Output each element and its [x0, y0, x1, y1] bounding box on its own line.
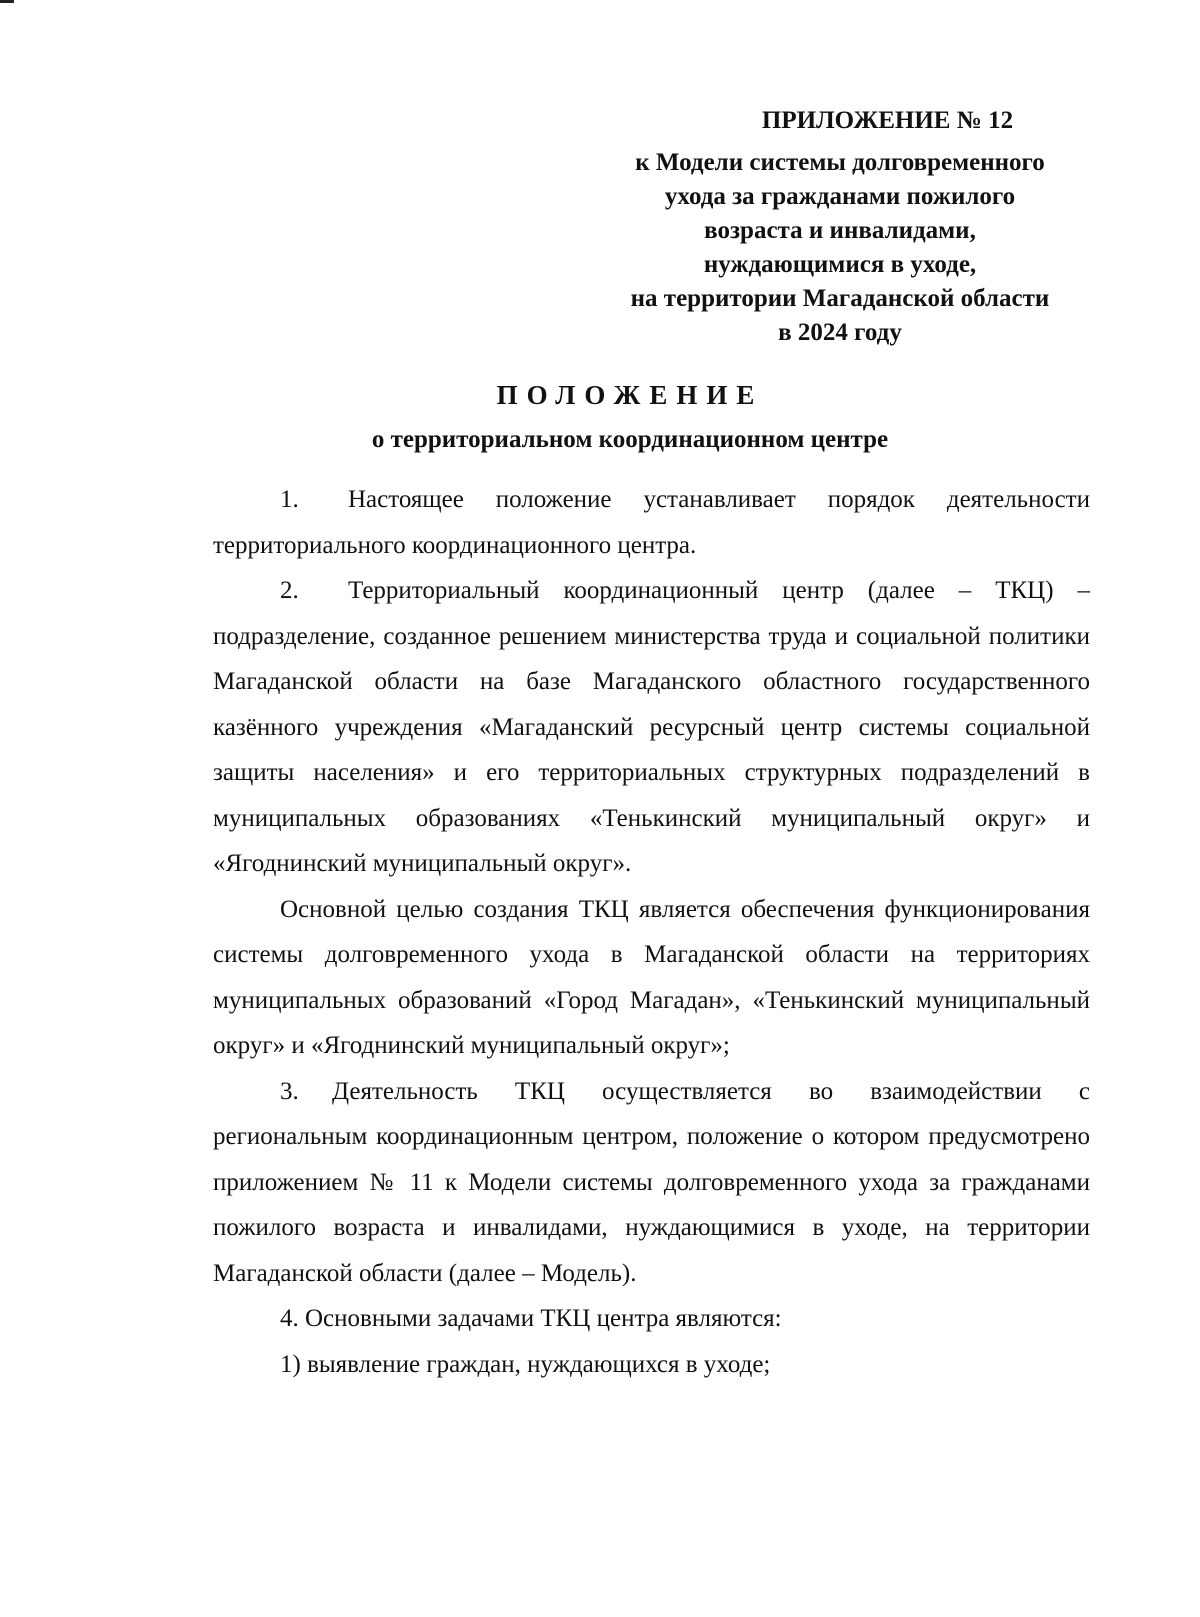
paragraph-3	[213, 1069, 1090, 1297]
paragraph-text: Деятельность ТКЦ осуществляется во взаимодействии с региональным координационным центром, положение о котором предусмотрено приложением № 11 к Модели системы долговременного ухода за гражданами пожилого возраста и инвалидами, нуждающимися в уходе, на территории Магаданской области (далее – Модель).	[213, 1077, 1090, 1287]
paragraph-2	[213, 568, 1090, 887]
document-title: ПОЛОЖЕНИЕ	[496, 380, 764, 410]
appendix-line: нуждающимися в уходе,	[703, 251, 977, 278]
appendix-title: ПРИЛОЖЕНИЕ № 12	[761, 107, 1014, 134]
paragraph-4: 4. Основными задачами ТКЦ центра являются:	[280, 1305, 782, 1332]
paragraph-number: 3.	[280, 1077, 299, 1105]
paragraph-text: Настоящее положение устанавливает порядок деятельности территориального координационного центра.	[213, 486, 1090, 559]
appendix-line: на территории Магаданской области	[630, 285, 1050, 312]
paragraph-text: Территориальный координационный центр (далее – ТКЦ) – подразделение, созданное решением министерства труда и социальной политики Магаданской области на базе Магаданского областного государственного казённого учреждения «Магаданский ресурсный центр системы социальной защиты населения» и его территориальных структурных подразделений в муниципальных образованиях «Тенькинский муниципальный округ» и «Ягоднинский муниципальный округ».	[213, 577, 1090, 877]
appendix-line: в 2024 году	[778, 319, 902, 346]
paragraph-1	[213, 477, 1090, 568]
appendix-line: ухода за гражданами пожилого	[664, 183, 1016, 210]
appendix-header	[600, 104, 1080, 350]
appendix-line: к Модели системы долговременного	[635, 149, 1045, 176]
scan-corner-mark	[0, 0, 14, 3]
paragraph-2-goal: Основной целью создания ТКЦ является обеспечения функционирования системы долговременного ухода в Магаданской области на территориях муниципальных образований «Город Магадан», «Тенькинский муниципальный округ» и «Ягоднинский муниципальный округ»;	[213, 895, 1090, 1059]
paragraph-number: 2.	[280, 577, 299, 604]
document-subtitle: о территориальном координационном центре	[371, 426, 889, 453]
paragraph-number: 1.	[280, 486, 299, 513]
paragraph-4-item-1: 1) выявление граждан, нуждающихся в уходе;	[280, 1350, 771, 1378]
appendix-line: возраста и инвалидами,	[704, 217, 976, 244]
document-body	[213, 477, 1090, 1387]
